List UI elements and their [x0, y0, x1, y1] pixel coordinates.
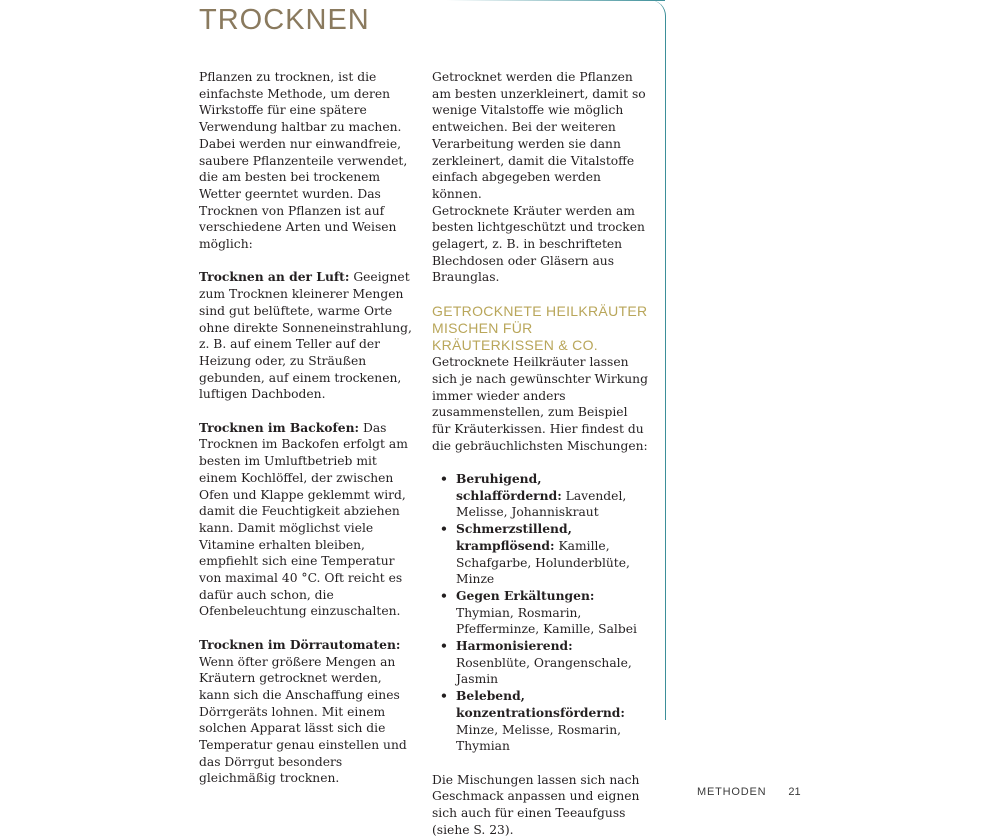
- section-heading: Trocknen an der Luft:: [199, 269, 350, 285]
- list-item-label: Gegen Erkältungen:: [456, 587, 595, 603]
- list-item-label: Harmonisierend:: [456, 638, 573, 654]
- paragraph-closing: Die Mischungen lassen sich nach Geschmack anpassen und eignen sich auch für einen Teeaufguss (siehe S. 23).: [432, 772, 640, 837]
- list-item: [432, 588, 648, 638]
- section-heading: Trocknen im Backofen:: [199, 419, 360, 435]
- list-item: [432, 471, 648, 521]
- intro-paragraph: Pflanzen zu trocknen, ist die einfachste Methode, um deren Wirkstoffe für eine spätere Verwendung haltbar zu machen. Dabei werden nur einwandfreie, saubere Pflanzenteile verwendet, die am besten bei trockenem Wetter geerntet wurden. Das Trocknen von Pflanzen ist auf verschiedene Arten und Weisen möglich:: [199, 70, 408, 252]
- page-title: TROCKNEN: [199, 4, 370, 36]
- list-item: [432, 521, 648, 588]
- mixture-list: [432, 471, 648, 755]
- section-heading: Trocknen im Dörrautomaten:: [199, 636, 401, 652]
- footer-section-label: METHODEN: [697, 786, 767, 798]
- section-oven-drying: [199, 420, 415, 620]
- paragraph-drying-whole: Getrocknet werden die Pflanzen am besten unzerkleinert, damit so wenige Vitalstoffe wie möglich entweichen. Bei der weiteren Verarbeitung werden sie dann zerkleinert, damit die Vitalstoffe einfach abgegeben werden können.: [432, 70, 646, 201]
- section-text: Das Trocknen im Backofen erfolgt am besten im Umluftbetrieb mit einem Kochlöffel, der zwischen Ofen und Klappe geklemmt wird, damit die Feuchtigkeit abziehen kann. Damit möglichst viele Vitamine erhalten bleiben, empfiehlt sich eine Temperatur von maximal 40 °C. Oft reicht es dafür auch schon, die Ofenbeleuchtung einzuschalten.: [199, 420, 408, 619]
- list-item-text: Minze, Melisse, Rosmarin, Thymian: [456, 722, 622, 754]
- list-item-text: Thymian, Rosmarin, Pfefferminze, Kamille, Salbei: [456, 605, 637, 637]
- page-number: 21: [788, 786, 801, 798]
- section-text: Wenn öfter größere Mengen an Kräutern getrocknet werden, kann sich die Anschaffung eines Dörrgeräts lohnen. Mit einem solchen Apparat lässt sich die Temperatur genau einstellen und das Dörrgut besonders gleichmäßig trocknen.: [199, 654, 407, 786]
- list-item-text: Lavendel, Melisse, Johanniskraut: [456, 488, 627, 520]
- section-text: Geeignet zum Trocknen kleinerer Mengen sind gut belüftete, warme Orte ohne direkte Sonneneinstrahlung, z. B. auf einem Teller auf der Heizung oder, zu Sträußen gebunden, auf einem trockenen, luftigen Dachboden.: [199, 270, 412, 402]
- list-item-label: Belebend, konzentrationsfördernd:: [456, 688, 625, 720]
- right-column: [432, 69, 648, 839]
- list-item: [432, 638, 648, 688]
- section-dehydrator-drying: [199, 637, 415, 787]
- subheading-mixing: GETROCKNETE HEILKRÄUTER MISCHEN FÜR KRÄUTERKISSEN & CO.: [432, 303, 648, 354]
- list-item-text: Rosenblüte, Orangenschale, Jasmin: [456, 655, 632, 687]
- page-footer: [697, 786, 801, 798]
- section-air-drying: [199, 269, 415, 403]
- list-item-label: Schmerzstillend, krampflösend:: [456, 521, 572, 553]
- list-item: [432, 688, 648, 755]
- list-item-label: Beruhigend, schlaffördernd:: [456, 471, 562, 503]
- paragraph-mixtures-intro: Getrocknete Heilkräuter lassen sich je nach gewünschter Wirkung immer wieder anders zusammenstellen, zum Beispiel für Kräuterkissen. Hier findest du die gebräuchlichsten Mischungen:: [432, 355, 648, 453]
- list-item-text: Kamille, Schafgarbe, Holunderblüte, Minze: [456, 538, 630, 587]
- left-column: [199, 69, 415, 787]
- paragraph-storage: Getrocknete Kräuter werden am besten lichtgeschützt und trocken gelagert, z. B. in beschrifteten Blechdosen oder Gläsern aus Braunglas.: [432, 203, 645, 285]
